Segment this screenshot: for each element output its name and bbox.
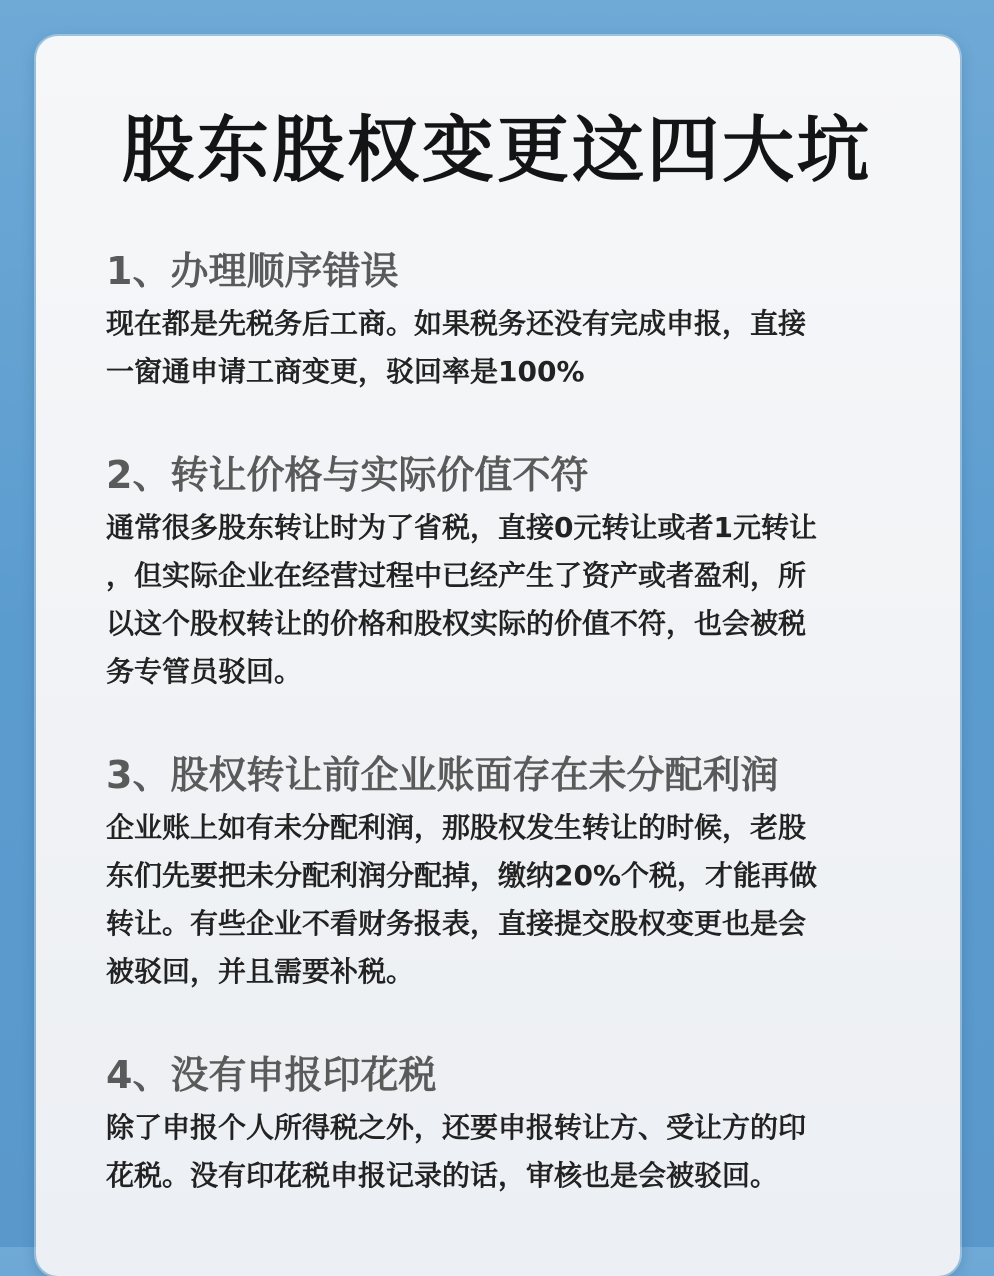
body-line: ，但实际企业在经营过程中已经产生了资产或者盈利，所 (106, 559, 807, 592)
body-line: 除了申报个人所得税之外，还要申报转让方、受让方的印 (106, 1111, 807, 1144)
body-line: 通常很多股东转让时为了省税，直接0元转让或者1元转让 (106, 511, 817, 544)
section-body (106, 300, 896, 396)
section-4 (106, 1050, 896, 1200)
section-3 (106, 750, 896, 996)
body-line: 现在都是先税务后工商。如果税务还没有完成申报，直接 (106, 307, 807, 340)
body-line: 务专管员驳回。 (106, 655, 303, 688)
section-2 (106, 450, 896, 696)
body-line: 转让。有些企业不看财务报表，直接提交股权变更也是会 (106, 907, 807, 940)
body-line: 一窗通申请工商变更，驳回率是100% (106, 355, 585, 388)
body-line: 以这个股权转让的价格和股权实际的价值不符，也会被税 (106, 607, 807, 640)
section-1 (106, 246, 896, 396)
section-heading: 4、没有申报印花税 (106, 1053, 437, 1097)
section-body (106, 804, 896, 996)
section-heading: 1、办理顺序错误 (106, 249, 399, 293)
section-body (106, 504, 896, 696)
page-title: 股东股权变更这四大坑 (121, 108, 872, 192)
section-heading: 2、转让价格与实际价值不符 (106, 453, 589, 497)
body-line: 花税。没有印花税申报记录的话，审核也是会被驳回。 (106, 1159, 779, 1192)
section-heading: 3、股权转让前企业账面存在未分配利润 (106, 753, 779, 797)
body-line: 被驳回，并且需要补税。 (106, 955, 415, 988)
body-line: 企业账上如有未分配利润，那股权发生转让的时候，老股 (106, 811, 807, 844)
body-line: 东们先要把未分配利润分配掉，缴纳20%个税，才能再做 (106, 859, 818, 892)
section-body (106, 1104, 896, 1200)
